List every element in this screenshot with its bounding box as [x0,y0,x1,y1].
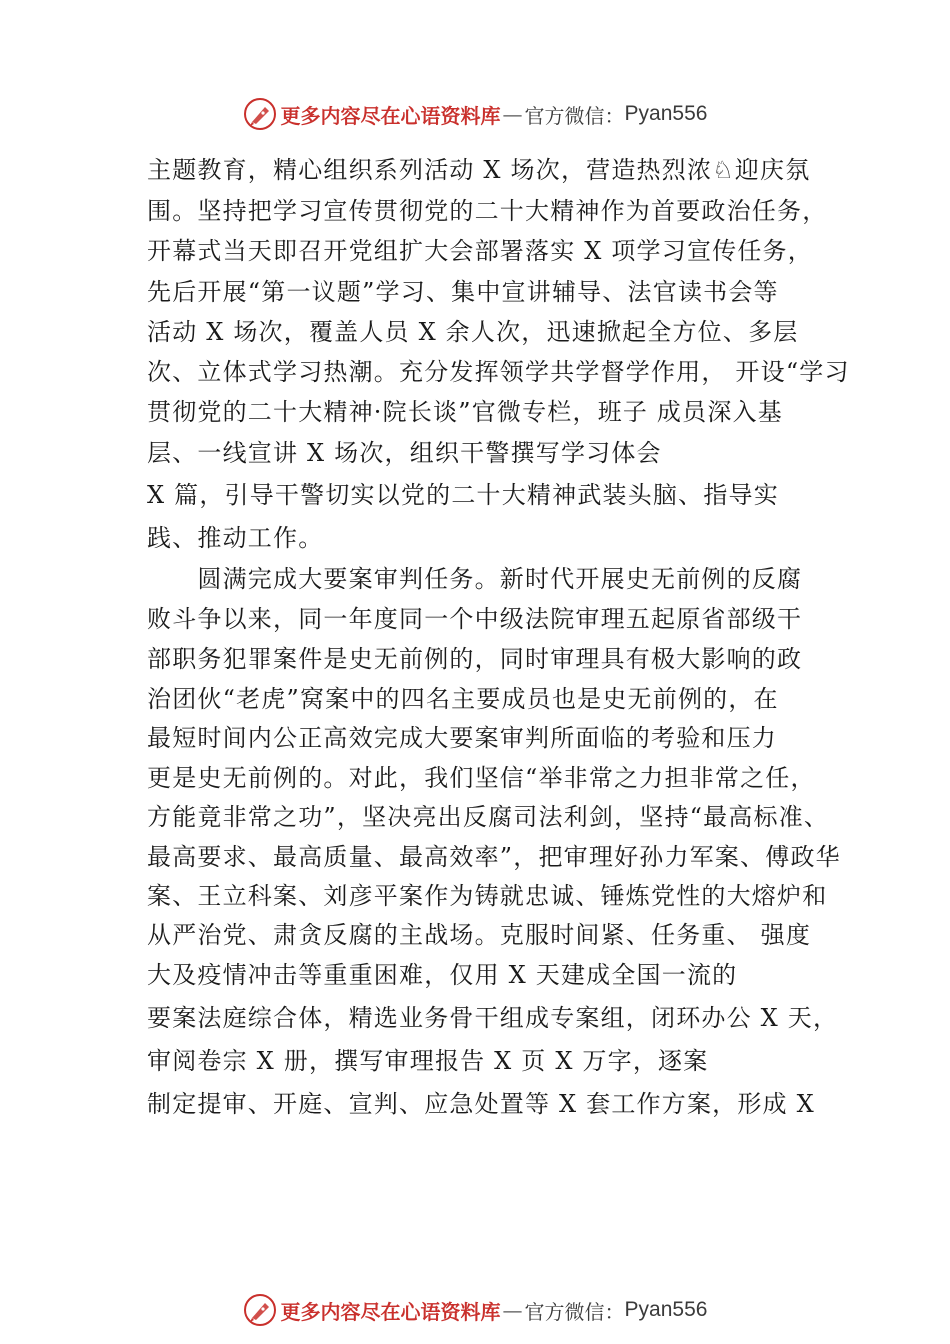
body-line: 败斗争以来，同一年度同一个中级法院审理五起原省部级干 [147,605,803,633]
body-line: 践、推动工作。 [147,524,324,552]
body-line: 审阅卷宗 X 册，撰写审理报告 X 页 X 万字，逐案 [147,1047,709,1075]
header-banner [0,94,950,134]
body-line: 制定提审、开庭、宣判、应急处置等 X 套工作方案，形成 X [147,1090,815,1118]
body-line: 贯彻党的二十大精神·院长谈”官微专栏，班子 成员深入基 [147,398,783,426]
pen-nib-logo-icon [243,97,277,131]
wechat-handle: Pyan556 [624,1298,708,1321]
body-line: 部职务犯罪案件是史无前例的，同时审理具有极大影响的政 [147,645,803,673]
body-line: 要案法庭综合体，精选业务骨干组成专案组，闭环办公 X 天， [147,1004,839,1032]
body-line: 层、一线宣讲 X 场次，组织干警撰写学习体会 [147,439,662,467]
body-line: 围。坚持把学习宣传贯彻党的二十大精神作为首要政治任务， [147,197,828,225]
brand-text: 更多内容尽在心语资料库 [280,1299,501,1324]
body-line: 案、王立科案、刘彦平案作为铸就忠诚、锤炼党性的大熔炉和 [147,882,828,910]
body-line: 活动 X 场次，覆盖人员 X 余人次，迅速掀起全方位、多层 [147,318,799,346]
body-line: 最短时间内公正高效完成大要案审判所面临的考验和压力 [147,724,777,752]
body-line: 圆满完成大要案审判任务。新时代开展史无前例的反腐 [147,565,803,593]
body-line: 先后开展“第一议题”学习、集中宣讲辅导、法官读书会等 [147,278,779,306]
body-line: 最高要求、最高质量、最高效率”，把审理好孙力军案、傅政华 [147,843,841,871]
body-line: 治团伙“老虎”窝案中的四名主要成员也是史无前例的，在 [147,685,779,713]
body-line: 主题教育，精心组织系列活动 X 场次，营造热烈浓♘迎庆氛 [147,156,811,184]
footer-banner [0,1290,950,1330]
body-line: 次、立体式学习热潮。充分发挥领学共学督学作用， 开设“学习 [147,358,850,386]
body-line: X 篇，引导干警切实以党的二十大精神武装头脑、指导实 [147,481,779,509]
wechat-label: 官方微信： [524,103,625,128]
wechat-handle: Pyan556 [624,102,708,125]
pen-nib-logo-icon [243,1293,277,1327]
body-line: 方能竟非常之功”，坚决亮出反腐司法利剑，坚持“最高标准、 [147,803,830,831]
body-line: 开幕式当天即召开党组扩大会部署落实 X 项学习宣传任务， [147,237,813,265]
wechat-label: 官方微信： [524,1299,625,1324]
brand-text: 更多内容尽在心语资料库 [280,103,501,128]
body-line: 从严治党、肃贪反腐的主战场。克服时间紧、任务重、 强度 [147,921,812,949]
body-line: 更是史无前例的。对此，我们坚信“举非常之力担非常之任， [147,764,816,792]
banner-dash: — [502,1298,523,1322]
banner-dash: — [502,102,523,126]
body-line: 大及疫情冲击等重重困难，仅用 X 天建成全国一流的 [147,961,738,989]
